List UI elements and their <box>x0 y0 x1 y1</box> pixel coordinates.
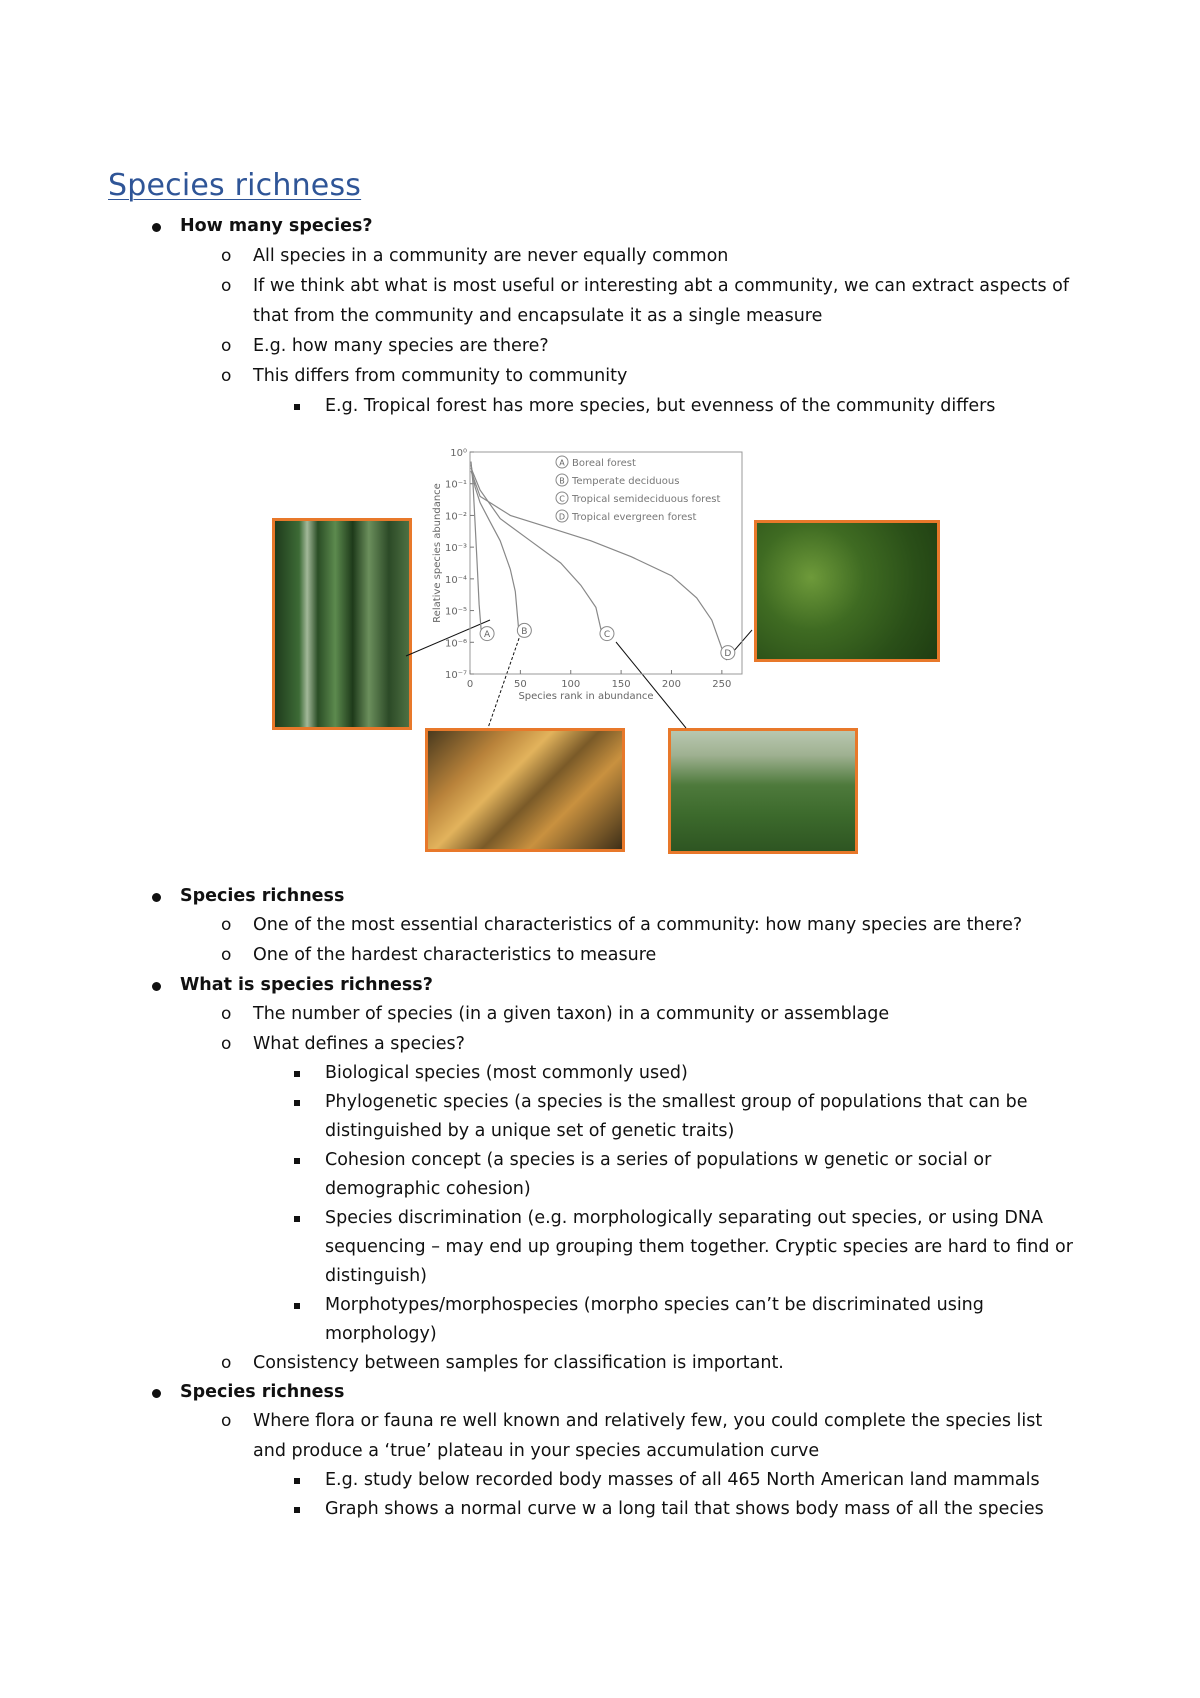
square-bullet-icon <box>294 1100 300 1106</box>
legend-label: Boreal forest <box>572 458 636 469</box>
list-item: Graph shows a normal curve w a long tail that shows body mass of all the species <box>325 1499 1044 1519</box>
circle-bullet-icon: o <box>221 1004 232 1024</box>
series-line <box>471 465 518 627</box>
list-item: sequencing – may end up grouping them together. Cryptic species are hard to find or <box>325 1237 1073 1257</box>
list-item: Cohesion concept (a species is a series of populations w genetic or social or <box>325 1150 992 1170</box>
x-tick-label: 0 <box>466 679 474 690</box>
bullet-icon <box>152 982 161 991</box>
x-tick-label: 150 <box>611 679 631 690</box>
circle-bullet-icon: o <box>221 945 232 965</box>
section-heading: How many species? <box>180 216 373 236</box>
y-tick-label: 10⁻³ <box>444 543 467 555</box>
list-item: E.g. how many species are there? <box>253 336 549 356</box>
list-item: Consistency between samples for classification is important. <box>253 1353 784 1373</box>
legend-marker-label: D <box>558 512 566 522</box>
x-tick-label: 250 <box>712 679 732 690</box>
circle-bullet-icon: o <box>221 1353 232 1373</box>
series-marker-label: C <box>603 630 611 641</box>
x-tick-label: 200 <box>661 679 682 690</box>
x-tick-label: 50 <box>514 679 527 690</box>
y-tick-label: 10⁻⁵ <box>444 606 467 618</box>
series-line <box>471 468 601 630</box>
y-axis-label: Relative species abundance <box>432 483 443 623</box>
list-item: All species in a community are never equally common <box>253 246 729 266</box>
series-marker-label: A <box>483 630 491 641</box>
list-item: morphology) <box>325 1324 437 1344</box>
circle-bullet-icon: o <box>221 276 232 296</box>
list-item: E.g. Tropical forest has more species, but evenness of the community differs <box>325 396 996 416</box>
bullet-icon <box>152 1389 161 1398</box>
list-item: What defines a species? <box>253 1034 465 1054</box>
circle-bullet-icon: o <box>221 1411 232 1431</box>
list-item: that from the community and encapsulate it as a single measure <box>253 306 823 326</box>
legend-label: Temperate deciduous <box>572 476 680 487</box>
section-heading: Species richness <box>180 886 345 906</box>
square-bullet-icon <box>294 1478 300 1484</box>
legend-marker-label: C <box>559 494 565 504</box>
y-tick-label: 10⁻⁷ <box>444 670 467 681</box>
y-tick-label: 10⁰ <box>450 448 467 459</box>
section-heading: What is species richness? <box>180 975 433 995</box>
list-item: and produce a ‘true’ plateau in your species accumulation curve <box>253 1441 820 1461</box>
series-marker-label: D <box>724 649 732 660</box>
y-tick-label: 10⁻¹ <box>444 479 467 491</box>
y-tick-label: 10⁻⁴ <box>444 574 467 586</box>
list-item: One of the hardest characteristics to measure <box>253 945 657 965</box>
list-item: Morphotypes/morphospecies (morpho species can’t be discriminated using <box>325 1295 984 1315</box>
list-item: Species discrimination (e.g. morphologically separating out species, or using DNA <box>325 1208 1043 1228</box>
circle-bullet-icon: o <box>221 336 232 356</box>
bullet-icon <box>152 893 161 902</box>
legend-marker-label: B <box>559 476 565 486</box>
circle-bullet-icon: o <box>221 1034 232 1054</box>
list-item: E.g. study below recorded body masses of all 465 North American land mammals <box>325 1470 1040 1490</box>
list-item: One of the most essential characteristics of a community: how many species are there? <box>253 915 1023 935</box>
list-item: Where flora or fauna re well known and relatively few, you could complete the species list <box>253 1411 1043 1431</box>
list-item: distinguish) <box>325 1266 428 1286</box>
circle-bullet-icon: o <box>221 915 232 935</box>
square-bullet-icon <box>294 1507 300 1513</box>
y-tick-label: 10⁻² <box>444 511 467 523</box>
list-item: Biological species (most commonly used) <box>325 1063 688 1083</box>
square-bullet-icon <box>294 1071 300 1077</box>
list-item: distinguished by a unique set of genetic traits) <box>325 1121 735 1141</box>
page-title: Species richness <box>108 168 362 203</box>
square-bullet-icon <box>294 1303 300 1309</box>
x-tick-label: 100 <box>561 679 581 690</box>
square-bullet-icon <box>294 1158 300 1164</box>
series-marker-label: B <box>521 626 528 637</box>
list-item: demographic cohesion) <box>325 1179 531 1199</box>
y-tick-label: 10⁻⁶ <box>444 638 467 650</box>
legend-marker-label: A <box>559 458 565 468</box>
circle-bullet-icon: o <box>221 246 232 266</box>
list-item: If we think abt what is most useful or interesting abt a community, we can extract aspects of <box>253 276 1070 296</box>
list-item: Phylogenetic species (a species is the smallest group of populations that can be <box>325 1092 1028 1112</box>
list-item: This differs from community to community <box>253 366 628 386</box>
circle-bullet-icon: o <box>221 366 232 386</box>
square-bullet-icon <box>294 1216 300 1222</box>
list-item: The number of species (in a given taxon) in a community or assemblage <box>253 1004 890 1024</box>
rank-abundance-chart <box>430 442 750 707</box>
section-heading: Species richness <box>180 1382 345 1402</box>
legend-label: Tropical evergreen forest <box>572 512 697 523</box>
legend-label: Tropical semideciduous forest <box>572 494 721 505</box>
x-axis-label: Species rank in abundance <box>518 691 654 702</box>
